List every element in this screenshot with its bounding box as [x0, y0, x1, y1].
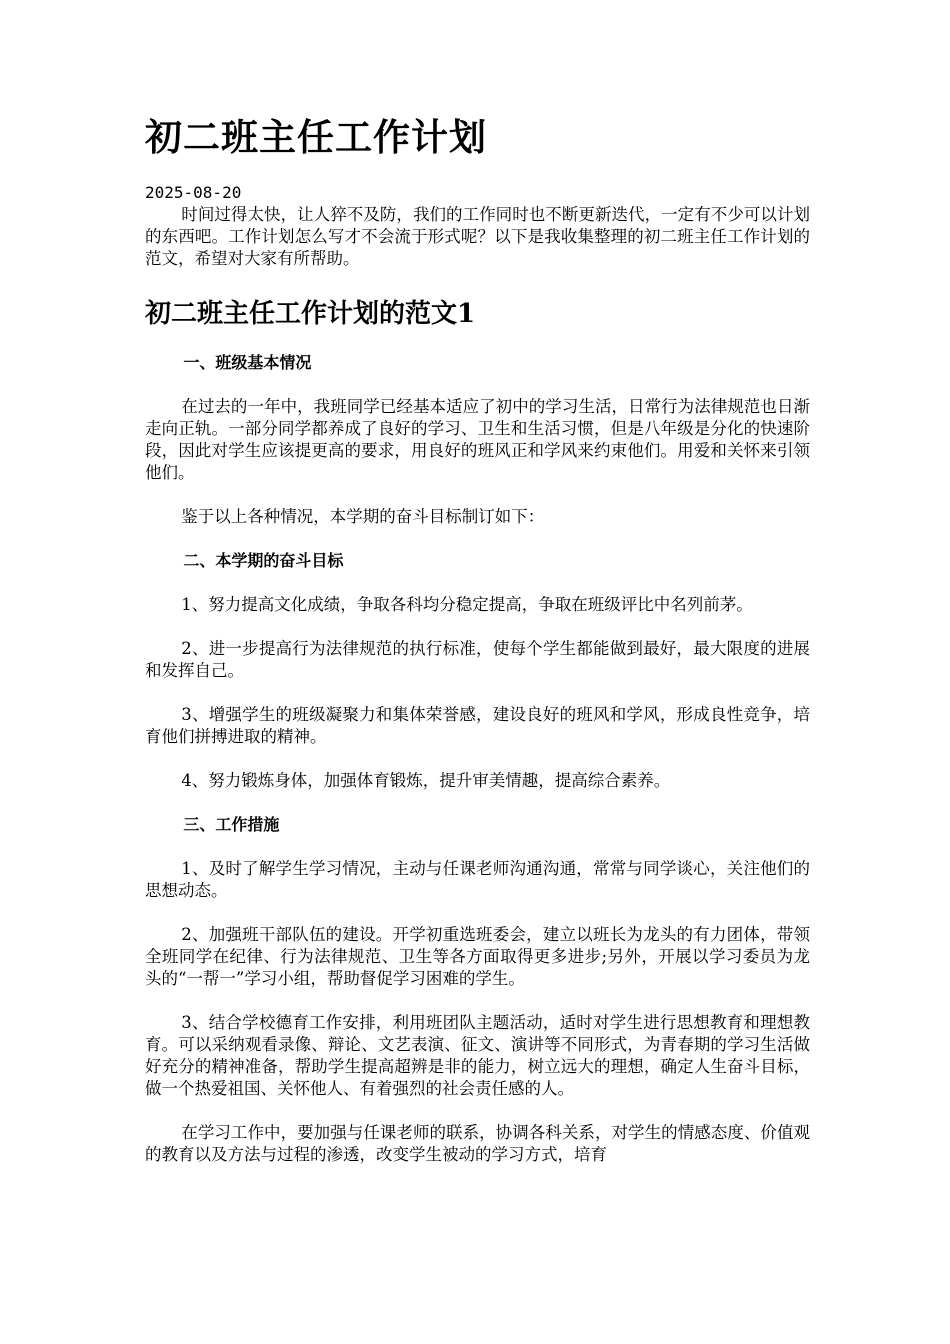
- sub-heading-class-status: 一、班级基本情况: [183, 353, 312, 372]
- document-title: 初二班主任工作计划: [145, 115, 487, 159]
- sub-heading-goals: 二、本学期的奋斗目标: [183, 551, 344, 570]
- goal-item: 2、进一步提高行为法律规范的执行标准，使每个学生都能做到最好，最大限度的进展和发挥自己。: [145, 639, 810, 680]
- goal-item: 4、努力锻炼身体，加强体育锻炼，提升审美情趣，提高综合素养。: [181, 771, 671, 790]
- goal-item: 3、增强学生的班级凝聚力和集体荣誉感，建设良好的班风和学风，形成良性竞争，培育他们拼搏进取的精神。: [145, 705, 810, 746]
- measure-item: 1、及时了解学生学习情况，主动与任课老师沟通沟通，常常与同学谈心，关注他们的思想动态。: [145, 859, 810, 900]
- document-page: [145, 112, 810, 1188]
- goal-item: 1、努力提高文化成绩，争取各科均分稳定提高，争取在班级评比中名列前茅。: [181, 595, 753, 614]
- section-title: 初二班主任工作计划的范文1: [145, 299, 476, 329]
- measure-item: 2、加强班干部队伍的建设。开学初重选班委会，建立以班长为龙头的有力团体，带领全班同学在纪律、行为法律规范、卫生等各方面取得更多进步;另外，开展以学习委员为龙头的“一帮一”学习小组，帮助督促学习困难的学生。: [145, 925, 810, 988]
- paragraph: 鉴于以上各种情况，本学期的奋斗目标制订如下：: [181, 507, 545, 526]
- paragraph: 在过去的一年中，我班同学已经基本适应了初中的学习生活，日常行为法律规范也日渐走向正轨。一部分同学都养成了良好的学习、卫生和生活习惯，但是八年级是分化的快速阶段，因此对学生应该提更高的要求，用良好的班风正和学风来约束他们。用爱和关怀来引领他们。: [145, 397, 810, 482]
- publish-date: 2025-08-20: [145, 183, 242, 202]
- sub-heading-measures: 三、工作措施: [183, 815, 280, 834]
- measure-item: 在学习工作中，要加强与任课老师的联系，协调各科关系，对学生的情感态度、价值观的教育以及方法与过程的渗透，改变学生被动的学习方式，培育: [145, 1123, 810, 1164]
- intro-paragraph: 时间过得太快，让人猝不及防，我们的工作同时也不断更新迭代，一定有不少可以计划的东西吧。工作计划怎么写才不会流于形式呢？以下是我收集整理的初二班主任工作计划的范文，希望对大家有所帮助。: [145, 205, 810, 268]
- measure-item: 3、结合学校德育工作安排，利用班团队主题活动，适时对学生进行思想教育和理想教育。可以采纳观看录像、辩论、文艺表演、征文、演讲等不同形式，为青春期的学习生活做好充分的精神准备，帮助学生提高超辨是非的能力，树立远大的理想，确定人生奋斗目标，做一个热爱祖国、关怀他人、有着强烈的社会责任感的人。: [145, 1013, 810, 1098]
